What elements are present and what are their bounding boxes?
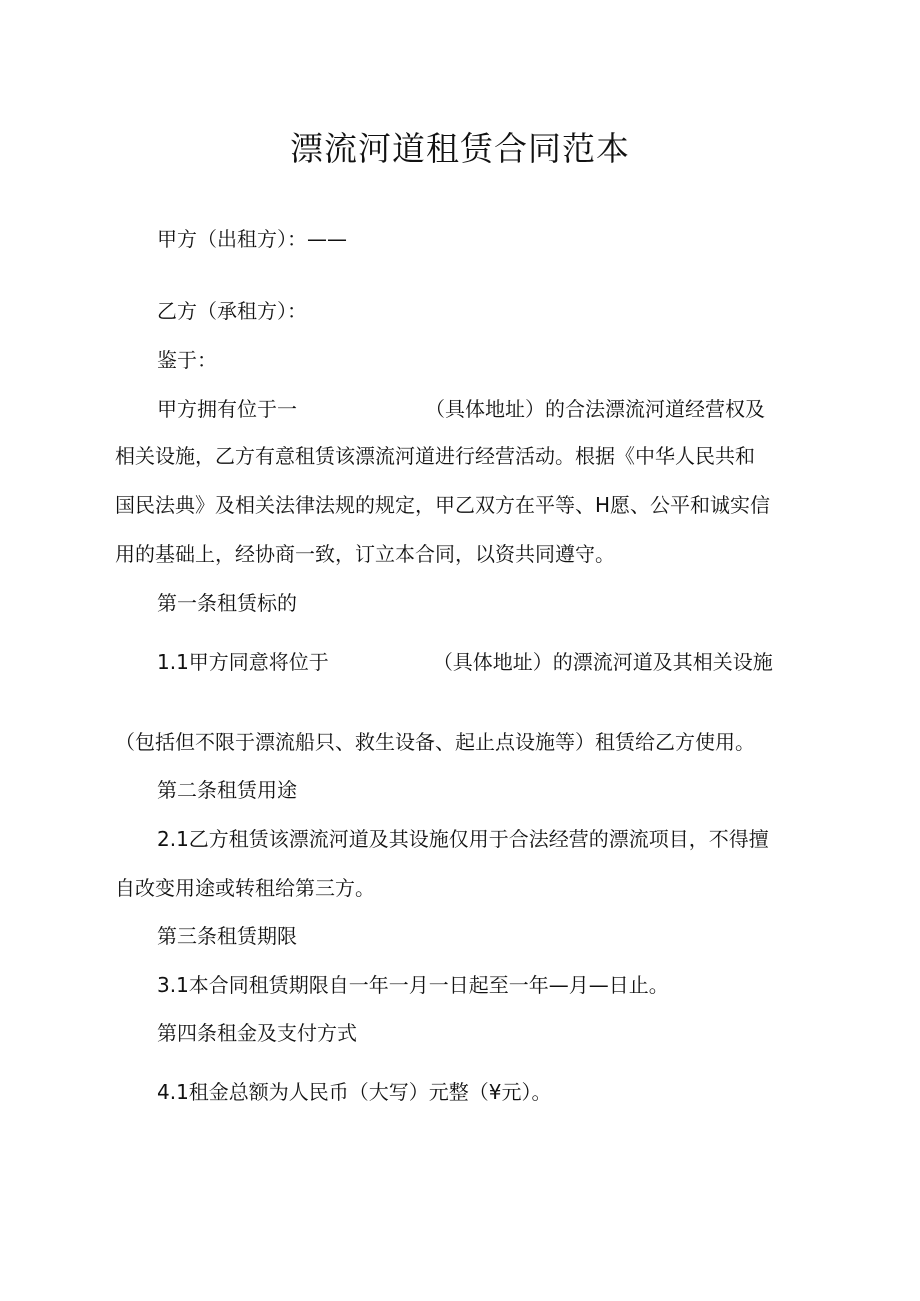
article-2-heading: 第二条租赁用途 — [157, 778, 297, 802]
article-2-clause-line-1: 2.1乙方租赁该漂流河道及其设施仅用于合法经营的漂流项目，不得擅 — [157, 827, 769, 851]
whereas-line: 鉴于： — [157, 348, 217, 372]
article-1-clause-start: 1.1甲方同意将位于 — [157, 650, 329, 674]
document-title: 漂流河道租赁合同范本 — [290, 129, 630, 168]
recital-line-1 — [157, 394, 765, 424]
recital-line-3: 国民法典》及相关法律法规的规定，甲乙双方在平等、H愿、公平和诚实信 — [115, 493, 771, 517]
article-4-heading: 第四条租金及支付方式 — [157, 1021, 357, 1045]
article-2-clause-line-2: 自改变用途或转租给第三方。 — [115, 876, 375, 900]
party-b-line: 乙方（承租方）： — [157, 299, 307, 323]
article-4-clause: 4.1租金总额为人民币（大写）元整（¥元）。 — [157, 1080, 552, 1104]
party-a-line: 甲方（出租方）：—— — [157, 227, 347, 251]
recital-line-1-start: 甲方拥有位于一 — [157, 397, 297, 421]
article-3-heading: 第三条租赁期限 — [157, 924, 297, 948]
article-3-clause: 3.1本合同租赁期限自一年一月一日起至一年—月—日止。 — [157, 973, 669, 997]
article-1-heading: 第一条租赁标的 — [157, 591, 297, 615]
article-1-clause-continued: （包括但不限于漂流船只、救生设备、起止点设施等）租赁给乙方使用。 — [115, 730, 755, 754]
recital-line-2: 相关设施，乙方有意租赁该漂流河道进行经营活动。根据《中华人民共和 — [115, 444, 755, 468]
recital-line-1-end: （具体地址）的合法漂流河道经营权及 — [425, 397, 765, 421]
article-1-clause — [157, 647, 773, 677]
recital-line-4: 用的基础上，经协商一致，订立本合同，以资共同遵守。 — [115, 542, 615, 566]
article-1-clause-end: （具体地址）的漂流河道及其相关设施 — [432, 650, 773, 674]
